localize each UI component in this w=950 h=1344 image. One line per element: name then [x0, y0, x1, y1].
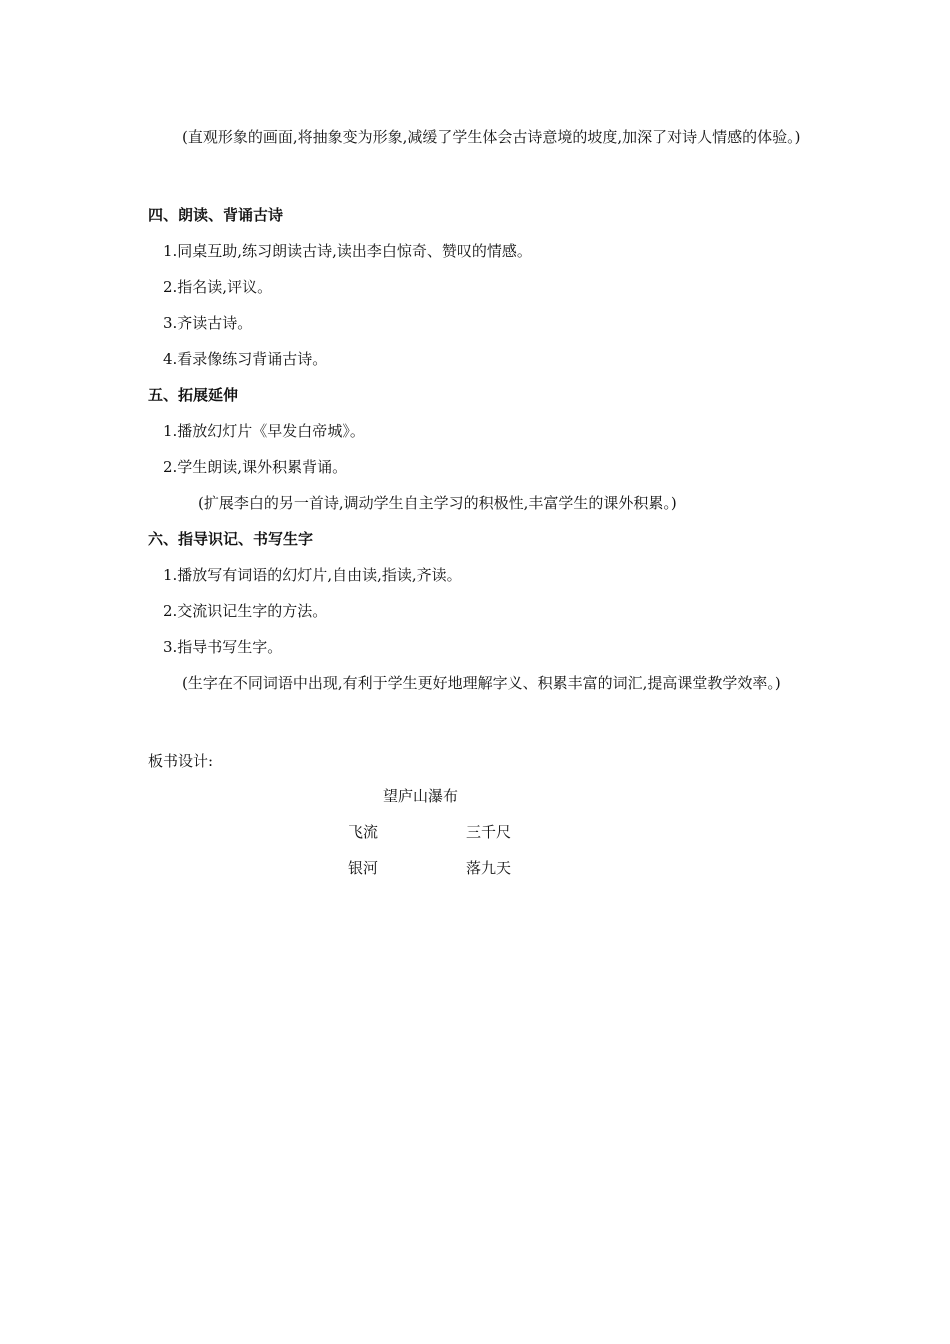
board-row-2-left: 银河 — [348, 859, 379, 877]
section-6-item-1: 1.播放写有词语的幻灯片,自由读,指读,齐读。 — [163, 566, 462, 584]
section-5-heading: 五、拓展延伸 — [148, 386, 239, 404]
section-4-item-2: 2.指名读,评议。 — [163, 278, 273, 296]
section-6-note: (生字在不同词语中出现,有利于学生更好地理解字义、积累丰富的词汇,提高课堂教学效率。) — [182, 674, 781, 692]
section-4-item-1: 1.同桌互助,练习朗读古诗,读出李白惊奇、赞叹的情感。 — [163, 242, 532, 260]
section-6-item-3: 3.指导书写生字。 — [163, 638, 283, 656]
board-row-1-left: 飞流 — [348, 823, 379, 841]
section-5-item-2: 2.学生朗读,课外积累背诵。 — [163, 458, 348, 476]
section-4-item-4: 4.看录像练习背诵古诗。 — [163, 350, 328, 368]
board-title: 望庐山瀑布 — [383, 787, 459, 805]
section-6-item-2: 2.交流识记生字的方法。 — [163, 602, 328, 620]
section-4-item-3: 3.齐读古诗。 — [163, 314, 253, 332]
section-5-item-1: 1.播放幻灯片《早发白帝城》。 — [163, 422, 365, 440]
board-row-1-right: 三千尺 — [466, 823, 512, 841]
section-5-note: (扩展李白的另一首诗,调动学生自主学习的积极性,丰富学生的课外积累。) — [198, 494, 677, 512]
board-row-2-right: 落九天 — [466, 859, 512, 877]
board-design-label: 板书设计: — [148, 752, 214, 770]
section-4-heading: 四、朗读、背诵古诗 — [148, 206, 284, 224]
section-6-heading: 六、指导识记、书写生字 — [148, 530, 314, 548]
intro-note: (直观形象的画面,将抽象变为形象,减缓了学生体会古诗意境的坡度,加深了对诗人情感的体验。) — [182, 128, 801, 146]
